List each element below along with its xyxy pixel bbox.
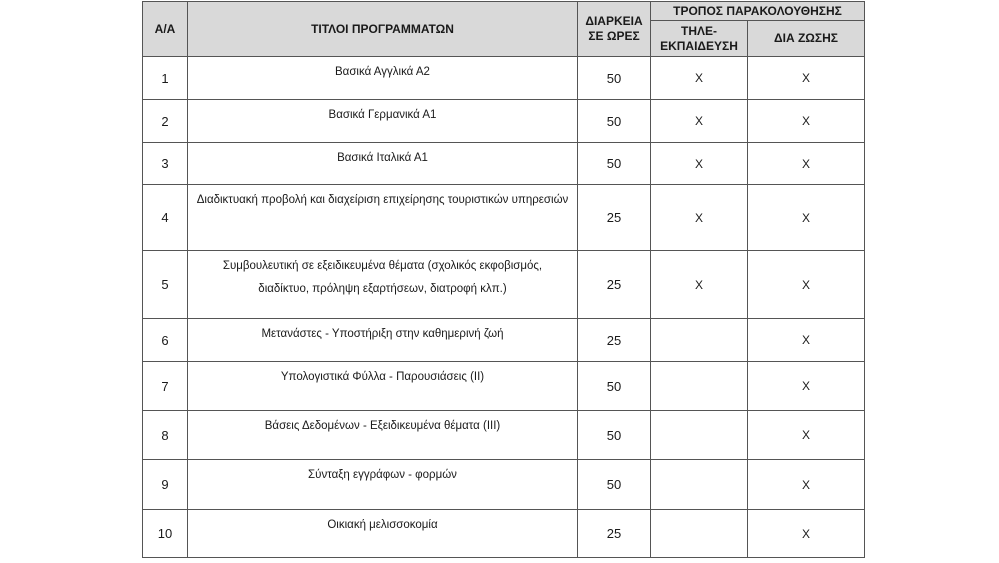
header-aa: Α/Α [143, 2, 188, 57]
program-title: Βασικά Ιταλικά Α1 [188, 143, 578, 185]
table-row [143, 57, 865, 100]
header-live: ΔΙΑ ΖΩΣΗΣ [748, 21, 865, 57]
live-mark: Χ [748, 510, 865, 558]
header-remote [651, 21, 748, 57]
program-title: Βάσεις Δεδομένων - Εξειδικευμένα θέματα (ΙΙΙ) [188, 411, 578, 460]
program-title: Διαδικτυακή προβολή και διαχείριση επιχείρησης τουριστικών υπηρεσιών [188, 185, 578, 251]
header-duration [578, 2, 651, 57]
row-number: 8 [143, 411, 188, 460]
remote-mark [651, 362, 748, 411]
program-hours: 25 [578, 319, 651, 362]
remote-mark [651, 319, 748, 362]
header-duration-line1: ΔΙΑΡΚΕΙΑ [585, 14, 643, 28]
live-mark: Χ [748, 319, 865, 362]
header-mode: ΤΡΟΠΟΣ ΠΑΡΑΚΟΛΟΥΘΗΣΗΣ [651, 2, 865, 21]
table-row [143, 510, 865, 558]
remote-mark: Χ [651, 100, 748, 143]
live-mark: Χ [748, 411, 865, 460]
live-mark: Χ [748, 100, 865, 143]
table-row [143, 185, 865, 251]
remote-mark: Χ [651, 143, 748, 185]
row-number: 9 [143, 460, 188, 510]
live-mark: Χ [748, 57, 865, 100]
program-title: Συμβουλευτική σε εξειδικευμένα θέματα (σχολικός εκφοβισμός, διαδίκτυο, πρόληψη εξαρτήσεων, διατροφή κλπ.) [188, 251, 578, 319]
row-number: 1 [143, 57, 188, 100]
header-remote-line1: ΤΗΛΕ- [681, 23, 717, 38]
program-hours: 50 [578, 411, 651, 460]
row-number: 5 [143, 251, 188, 319]
header-remote-line2: ΕΚΠΑΙΔΕΥΣΗ [660, 38, 738, 53]
table-row [143, 362, 865, 411]
table-row [143, 251, 865, 319]
program-title: Βασικά Αγγλικά Α2 [188, 57, 578, 100]
row-number: 3 [143, 143, 188, 185]
row-number: 4 [143, 185, 188, 251]
program-title: Σύνταξη εγγράφων - φορμών [188, 460, 578, 510]
remote-mark [651, 510, 748, 558]
programs-table [142, 1, 865, 558]
remote-mark: Χ [651, 251, 748, 319]
remote-mark: Χ [651, 57, 748, 100]
live-mark: Χ [748, 251, 865, 319]
table-row [143, 460, 865, 510]
live-mark: Χ [748, 460, 865, 510]
program-title: Υπολογιστικά Φύλλα - Παρουσιάσεις (ΙΙ) [188, 362, 578, 411]
program-hours: 50 [578, 100, 651, 143]
remote-mark: Χ [651, 185, 748, 251]
live-mark: Χ [748, 185, 865, 251]
table-row [143, 143, 865, 185]
header-titles: ΤΙΤΛΟΙ ΠΡΟΓΡΑΜΜΑΤΩΝ [188, 2, 578, 57]
table-row [143, 319, 865, 362]
program-hours: 50 [578, 57, 651, 100]
program-hours: 25 [578, 510, 651, 558]
header-duration-line2: ΣΕ ΩΡΕΣ [588, 29, 640, 43]
remote-mark [651, 460, 748, 510]
program-title: Οικιακή μελισσοκομία [188, 510, 578, 558]
remote-mark [651, 411, 748, 460]
live-mark: Χ [748, 143, 865, 185]
program-title: Μετανάστες - Υποστήριξη στην καθημερινή ζωή [188, 319, 578, 362]
program-hours: 50 [578, 362, 651, 411]
row-number: 10 [143, 510, 188, 558]
table-row [143, 100, 865, 143]
table-row [143, 411, 865, 460]
program-hours: 50 [578, 460, 651, 510]
row-number: 7 [143, 362, 188, 411]
program-hours: 25 [578, 185, 651, 251]
row-number: 2 [143, 100, 188, 143]
program-hours: 25 [578, 251, 651, 319]
row-number: 6 [143, 319, 188, 362]
program-hours: 50 [578, 143, 651, 185]
program-title: Βασικά Γερμανικά Α1 [188, 100, 578, 143]
live-mark: Χ [748, 362, 865, 411]
